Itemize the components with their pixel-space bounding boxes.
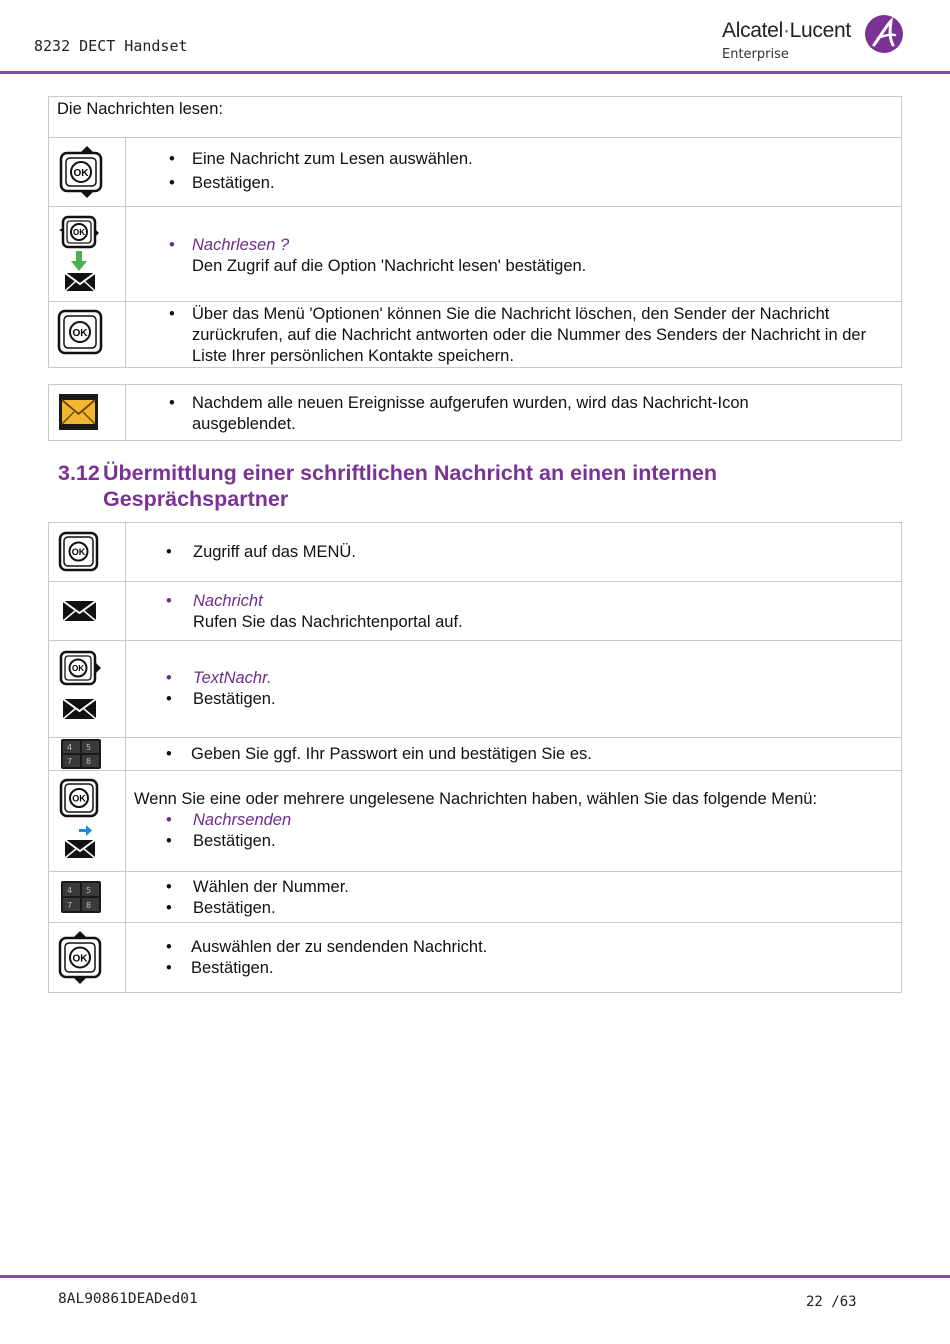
content-cell xyxy=(126,138,902,207)
svg-text:5: 5 xyxy=(86,886,92,895)
ok-button-icon xyxy=(49,302,125,363)
brand-subtitle: Enterprise xyxy=(722,47,789,62)
content-cell xyxy=(126,302,902,368)
svg-text:OK: OK xyxy=(72,328,88,339)
svg-text:OK: OK xyxy=(73,228,85,237)
table-heading: Die Nachrichten lesen: xyxy=(49,97,902,138)
icon-cell xyxy=(49,641,126,738)
content-cell xyxy=(126,771,902,872)
list-item: • Bestätigen. xyxy=(126,958,901,979)
list-item: • Geben Sie ggf. Ihr Passwort ein und bestätigen Sie es. xyxy=(126,744,901,765)
section-title: Übermittlung einer schriftlichen Nachricht an einen internen Gesprächspartner xyxy=(103,461,718,511)
menu-option-label: TextNachr. xyxy=(193,669,272,687)
icon-cell xyxy=(49,138,126,207)
brand-name: Alcatel·Lucent xyxy=(722,19,851,42)
list-item xyxy=(126,591,901,633)
svg-text:OK: OK xyxy=(72,953,88,965)
content-cell xyxy=(126,872,902,923)
list-item: • Bestätigen. xyxy=(126,173,901,194)
svg-text:OK: OK xyxy=(72,664,84,673)
option-description: Rufen Sie das Nachrichtenportal auf. xyxy=(193,613,463,631)
icon-cell xyxy=(49,738,126,771)
navigator-up-down-icon xyxy=(49,138,125,206)
list-item xyxy=(126,668,901,689)
svg-text:8: 8 xyxy=(86,901,92,910)
content-cell xyxy=(126,582,902,641)
ok-button-icon xyxy=(49,523,120,581)
svg-text:5: 5 xyxy=(86,743,92,752)
option-description: Den Zugrif auf die Option 'Nachricht lesen' bestätigen. xyxy=(192,257,587,275)
list-item: • Bestätigen. xyxy=(126,831,901,852)
header-rule xyxy=(0,71,950,74)
list-item: • Über das Menü 'Optionen' können Sie die Nachricht löschen, den Sender der Nachricht zurückrufen, auf die Nachricht antworten oder die Nummer des Senders der Nachricht in der Liste Ihrer persönlichen Kontakte speichern. xyxy=(126,304,901,367)
list-item xyxy=(126,810,901,831)
list-item: • Bestätigen. xyxy=(126,898,901,919)
content-cell xyxy=(126,738,902,771)
list-item: • Wählen der Nummer. xyxy=(126,877,901,898)
list-item: • Zugriff auf das MENÜ. xyxy=(126,542,901,563)
menu-option-label: Nachricht xyxy=(193,592,263,610)
icon-cell xyxy=(49,385,126,441)
icon-cell xyxy=(49,582,126,641)
alcatel-lucent-logo xyxy=(722,14,912,66)
document-title: 8232 DECT Handset xyxy=(34,37,188,55)
svg-text:OK: OK xyxy=(72,793,86,804)
list-item: • Bestätigen. xyxy=(126,689,901,710)
icon-cell xyxy=(49,771,126,872)
content-cell xyxy=(126,523,902,582)
list-item: • Nachdem alle neuen Ereignisse aufgerufen wurden, wird das Nachricht-Icon ausgeblendet. xyxy=(126,393,901,435)
svg-text:4: 4 xyxy=(67,886,73,895)
svg-text:7: 7 xyxy=(67,757,73,766)
list-item: • Auswählen der zu sendenden Nachricht. xyxy=(126,937,901,958)
section-number: 3.12 xyxy=(58,461,100,485)
icon-cell xyxy=(49,302,126,368)
menu-option-label: Nachrsenden xyxy=(193,811,292,829)
menu-option-label: Nachrlesen ? xyxy=(192,236,290,254)
ok-button-icon xyxy=(49,771,120,871)
svg-text:OK: OK xyxy=(73,168,89,179)
keypad-icon xyxy=(49,872,120,922)
icon-cell xyxy=(49,872,126,923)
message-icon-table xyxy=(48,384,902,441)
navigator-up-down-icon xyxy=(49,923,120,992)
svg-text:4: 4 xyxy=(67,743,73,752)
icon-cell xyxy=(49,523,126,582)
content-cell xyxy=(126,641,902,738)
content-cell xyxy=(126,923,902,993)
keypad-icon xyxy=(49,738,120,770)
icon-cell xyxy=(49,923,126,993)
content-cell xyxy=(126,385,902,441)
content-cell xyxy=(126,207,902,302)
new-message-envelope-icon xyxy=(49,385,125,440)
envelope-read-icon xyxy=(63,249,103,293)
svg-text:OK: OK xyxy=(71,547,86,557)
svg-text:7: 7 xyxy=(67,901,73,910)
alcatel-lucent-emblem-icon xyxy=(864,14,904,54)
send-text-message-table xyxy=(48,522,902,993)
list-item: • Eine Nachricht zum Lesen auswählen. xyxy=(126,149,901,170)
page-number: 22 /63 xyxy=(806,1294,857,1310)
icon-cell xyxy=(49,207,126,302)
footer-rule xyxy=(0,1275,950,1278)
read-messages-table xyxy=(48,96,902,368)
intro-text: Wenn Sie eine oder mehrere ungelesene Nachrichten haben, wählen Sie das folgende Menü: xyxy=(134,790,818,808)
document-code: 8AL90861DEADed01 xyxy=(58,1291,198,1307)
svg-text:8: 8 xyxy=(86,757,92,766)
list-item xyxy=(126,235,901,277)
envelope-icon xyxy=(49,582,120,640)
navigator-right-icon xyxy=(49,641,120,737)
